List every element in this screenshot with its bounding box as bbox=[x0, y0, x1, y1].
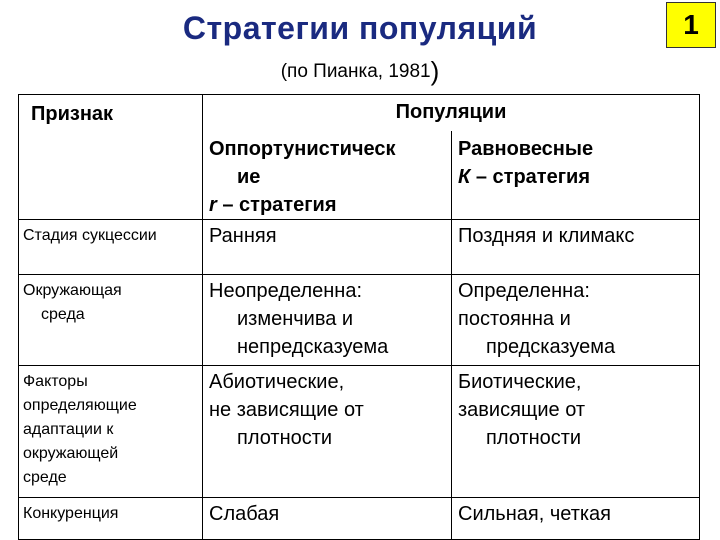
equilibrium-strategy bbox=[458, 166, 590, 188]
table-row bbox=[19, 219, 700, 274]
header-feature-cell bbox=[19, 95, 203, 131]
value-line: Неопределенна: bbox=[209, 279, 363, 302]
header-populations: Популяции bbox=[395, 101, 507, 123]
slide-title: Стратегии популяций bbox=[182, 10, 538, 46]
value-line: Поздняя и климакс bbox=[458, 224, 635, 247]
value-line: не зависящие от bbox=[209, 398, 364, 421]
feature-line: определяющие bbox=[23, 396, 137, 414]
feature-line: Факторы bbox=[23, 372, 88, 390]
header-equilibrium-cell bbox=[452, 131, 700, 220]
feature-line: окружающей bbox=[23, 444, 119, 462]
feature-line: Окружающая bbox=[23, 281, 122, 299]
header-opportunistic-cell bbox=[203, 131, 452, 220]
strategy-table bbox=[18, 94, 700, 540]
row-feature bbox=[19, 219, 203, 274]
value-line: плотности bbox=[486, 426, 582, 449]
row-r-value bbox=[203, 497, 452, 539]
value-line: изменчива и bbox=[237, 307, 354, 330]
row-feature bbox=[19, 274, 203, 365]
feature-line: среда bbox=[41, 305, 85, 323]
row-k-value bbox=[452, 219, 700, 274]
slide-number-badge: 1 bbox=[666, 2, 716, 48]
table-row bbox=[19, 274, 700, 365]
feature-line: Конкуренция bbox=[23, 504, 119, 522]
row-r-value bbox=[203, 365, 452, 497]
r-letter: r bbox=[209, 193, 217, 216]
opportunistic-strategy bbox=[209, 194, 337, 216]
row-feature bbox=[19, 365, 203, 497]
opportunistic-line1: Оппортунистическ bbox=[209, 137, 396, 160]
equilibrium-line1: Равновесные bbox=[458, 137, 594, 160]
value-line: Определенна: bbox=[458, 279, 590, 302]
feature-line: адаптации к bbox=[23, 420, 114, 438]
subtitle-paren: ) bbox=[430, 56, 440, 86]
value-line: Ранняя bbox=[209, 224, 277, 247]
value-line: постоянна и bbox=[458, 307, 571, 330]
feature-line: Стадия сукцессии bbox=[23, 226, 157, 244]
value-line: зависящие от bbox=[458, 398, 586, 421]
k-strategy-label: – стратегия bbox=[470, 165, 591, 188]
value-line: непредсказуема bbox=[237, 335, 389, 358]
row-k-value bbox=[452, 274, 700, 365]
value-line: Биотические, bbox=[458, 370, 582, 393]
header-feature-blank bbox=[19, 131, 203, 220]
r-strategy-label: – стратегия bbox=[216, 193, 337, 216]
value-line: предсказуема bbox=[486, 335, 616, 358]
subtitle-text: (по Пианка, 1981 bbox=[280, 61, 431, 82]
value-line: плотности bbox=[237, 426, 333, 449]
value-line: Сильная, четкая bbox=[458, 502, 611, 525]
value-line: Абиотические, bbox=[209, 370, 345, 393]
row-feature bbox=[19, 497, 203, 539]
feature-line: среде bbox=[23, 468, 67, 486]
row-r-value bbox=[203, 219, 452, 274]
row-r-value bbox=[203, 274, 452, 365]
slide-subtitle bbox=[0, 56, 720, 87]
table-row bbox=[19, 365, 700, 497]
opportunistic-line2: ие bbox=[237, 165, 261, 188]
table-row bbox=[19, 497, 700, 539]
k-letter: К bbox=[458, 165, 471, 188]
row-k-value bbox=[452, 365, 700, 497]
header-populations-cell bbox=[203, 95, 700, 131]
value-line: Слабая bbox=[209, 502, 280, 525]
header-feature: Признак bbox=[31, 103, 114, 125]
row-k-value bbox=[452, 497, 700, 539]
